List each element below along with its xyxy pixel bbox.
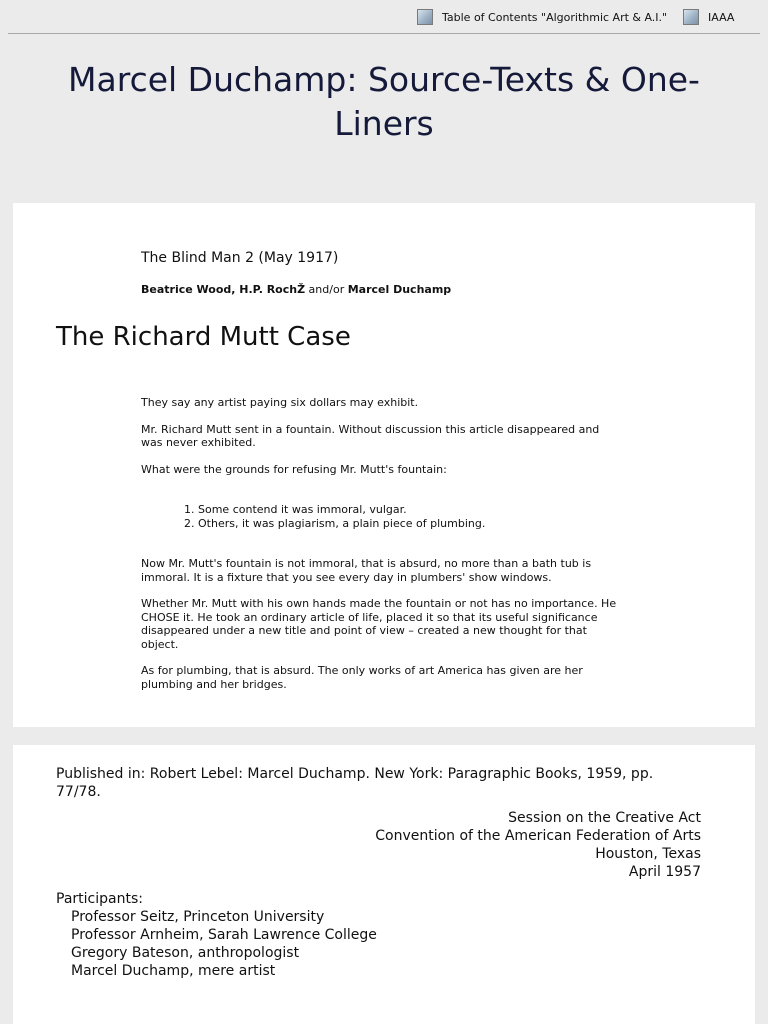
table-of-contents-link[interactable] xyxy=(417,9,667,25)
paragraph: As for plumbing, that is absurd. The only works of art America has given are her plumbing and her bridges. xyxy=(141,664,583,691)
session-info xyxy=(375,809,701,881)
source-title: The Blind Man 2 (May 1917) xyxy=(141,250,339,266)
participant-item: Professor Seitz, Princeton University xyxy=(71,909,325,925)
page-icon xyxy=(417,9,433,25)
paragraph: Mr. Richard Mutt sent in a fountain. Without discussion this article disappeared and was never exhibited. xyxy=(141,422,600,449)
author-duchamp: Marcel Duchamp xyxy=(347,283,452,296)
paragraph: They say any artist paying six dollars may exhibit. xyxy=(141,396,419,409)
article-body xyxy=(141,396,621,704)
article-title: The Richard Mutt Case xyxy=(56,322,351,352)
authors-line xyxy=(141,283,451,296)
participants-list xyxy=(56,890,377,980)
info-card xyxy=(13,745,755,1024)
grounds-list xyxy=(141,503,621,530)
list-item: 1. Some contend it was immoral, vulgar. xyxy=(198,503,621,517)
top-navigation xyxy=(8,0,760,34)
session-line: Houston, Texas xyxy=(595,846,701,862)
list-item: 2. Others, it was plagiarism, a plain piece of plumbing. xyxy=(198,517,621,531)
page-title: Marcel Duchamp: Source-Texts & One-Liners xyxy=(68,60,700,143)
iaaa-link[interactable] xyxy=(683,9,734,25)
session-line: Convention of the American Federation of Arts xyxy=(375,828,701,844)
paragraph: Whether Mr. Mutt with his own hands made the fountain or not has no importance. He CHOSE it. He took an ordinary article of life, placed it so that its useful significance disappeared under a new title and point of view – created a new thought for that object. xyxy=(141,597,617,651)
page-icon xyxy=(683,9,699,25)
paragraph: What were the grounds for refusing Mr. Mutt's fountain: xyxy=(141,462,447,476)
participants-heading: Participants: xyxy=(56,891,143,907)
participant-item: Gregory Bateson, anthropologist xyxy=(71,945,300,961)
paragraph: Now Mr. Mutt's fountain is not immoral, that is absurd, no more than a bath tub is immoral. It is a fixture that you see every day in plumbers' show windows. xyxy=(141,557,592,584)
participant-item: Marcel Duchamp, mere artist xyxy=(71,963,276,979)
iaaa-label: IAAA xyxy=(708,10,735,24)
article-card xyxy=(13,203,755,727)
published-note: Published in: Robert Lebel: Marcel Duchamp. New York: Paragraphic Books, 1959, pp. 77/78. xyxy=(56,766,654,800)
table-of-contents-label: Table of Contents "Algorithmic Art & A.I." xyxy=(442,10,668,24)
author-names: Beatrice Wood, H.P. RochŽ xyxy=(141,283,306,296)
session-line: April 1957 xyxy=(628,864,701,880)
session-line: Session on the Creative Act xyxy=(508,810,701,826)
author-conjunction: and/or xyxy=(305,283,348,296)
participant-item: Professor Arnheim, Sarah Lawrence College xyxy=(71,927,377,943)
